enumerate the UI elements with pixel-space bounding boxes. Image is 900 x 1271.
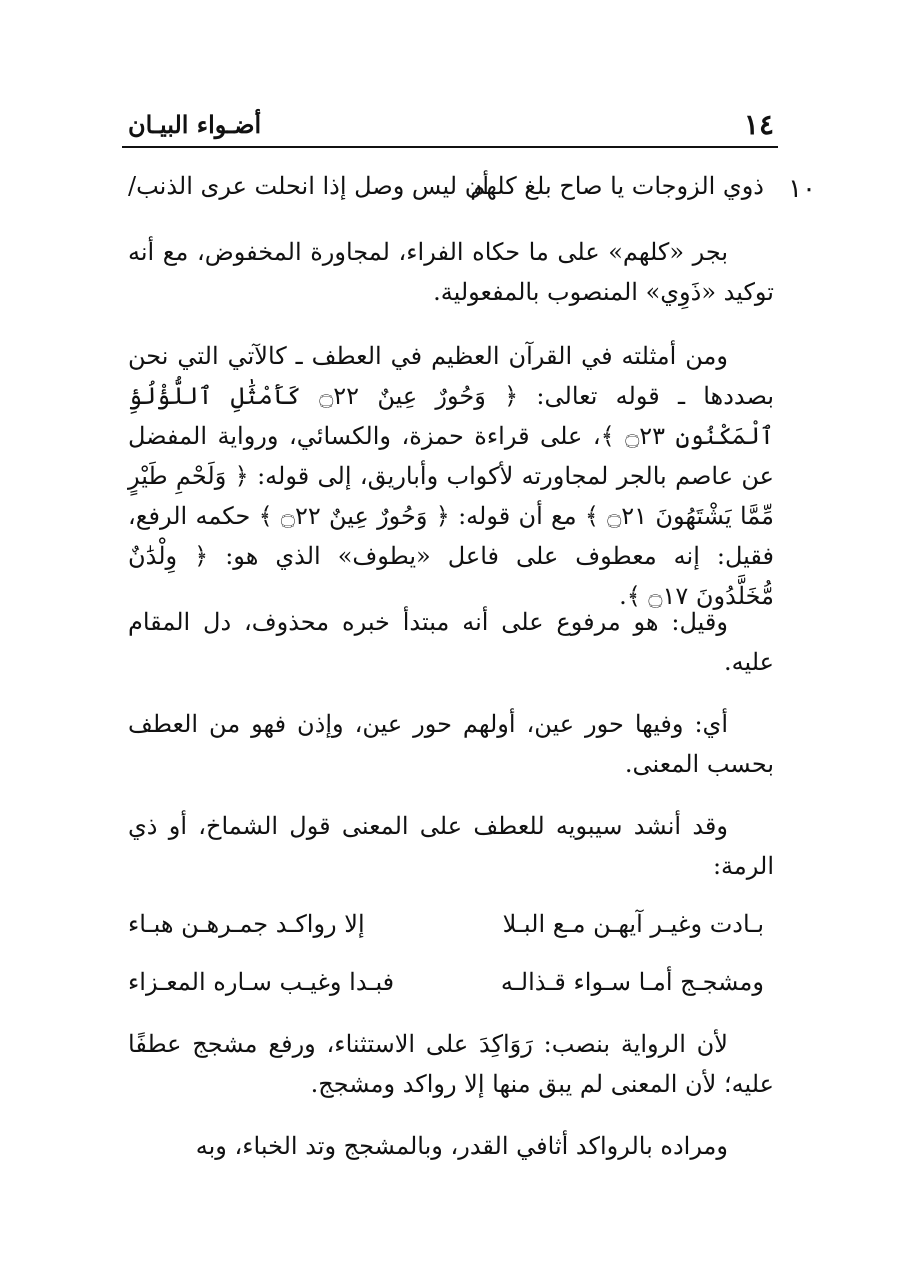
paragraph	[128, 1024, 774, 1104]
paragraph-text: أي: وفيها حور عين، أولهم حور عين، وإذن فهو من العطف بحسب المعنى.	[128, 710, 774, 778]
paragraph-text: مع أن قوله:	[449, 502, 585, 530]
paragraph-text: ومن أمثلته في القرآن العظيم في العطف ـ كالآتي التي نحن بصددها ـ قوله تعالى:	[128, 342, 774, 410]
verse-second-hemistich: أن ليس وصل إذا انحلت عرى الذنب/	[128, 172, 489, 200]
quran-quote: ﴿ وَلَحْمِ طَيْرٍ مِّمَّا يَشْتَهُونَ ۝٢١ ﴾	[128, 462, 775, 530]
verse-first-hemistich: ومشجـج أمـا سـواء قـذالـه	[500, 968, 764, 996]
verse-second-hemistich: إلا رواكـد جمـرهـن هبـاء	[128, 910, 365, 938]
verse-second-hemistich: فبـدا وغيـب سـاره المعـزاء	[128, 968, 395, 996]
quran-quote: ﴿ وَحُورٌ عِينٌ ۝٢٢ كَأَمْثَٰلِ ٱللُّؤْلُؤِ ٱلْمَكْنُونِ ۝٢٣ ﴾	[128, 382, 774, 450]
paragraph-text: وقد أنشد سيبويه للعطف على المعنى قول الشماخ، أو ذي الرمة:	[128, 812, 774, 880]
paragraph-text: حكمه الرفع، فقيل: إنه معطوف على فاعل «يطوف» الذي هو:	[128, 502, 775, 570]
quran-word: رَوَاكِدَ	[478, 1030, 533, 1058]
paragraph-text: ومراده بالرواكد أثافي القدر، وبالمشجج وتد الخباء، وبه	[195, 1132, 728, 1160]
running-title: أضـواء البيـان	[128, 110, 262, 139]
paragraph	[128, 336, 774, 616]
poetry-verse	[128, 968, 764, 1012]
header-rule	[122, 146, 778, 148]
poetry-verse	[128, 910, 764, 954]
paragraph-text: وقيل: هو مرفوع على أنه مبتدأ خبره محذوف، دل المقام عليه.	[128, 608, 774, 676]
poetry-verse	[128, 172, 764, 216]
paragraph	[128, 232, 774, 312]
paragraph	[128, 602, 774, 682]
paragraph-text: لأن الرواية بنصب:	[532, 1030, 728, 1058]
paragraph	[128, 704, 774, 784]
margin-line-number: ١٠	[788, 174, 816, 204]
quran-quote: ﴿ وِلْدَٰنٌ مُّخَلَّدُونَ ۝١٧ ﴾	[128, 542, 774, 610]
quran-quote: ﴿ وَحُورٌ عِينٌ ۝٢٢ ﴾	[258, 502, 450, 530]
paragraph-text: على الاستثناء، ورفع مشجج عطفًا عليه؛ لأن المعنى لم يبق منها إلا رواكد ومشجج.	[128, 1030, 774, 1098]
paragraph-text: بجر «كلهم» على ما حكاه الفراء، لمجاورة المخفوض، مع أنه توكيد «ذَوِي» المنصوب بالمفعولية.	[128, 238, 774, 306]
verse-first-hemistich: بـادت وغيـر آيهـن مـع البـلا	[502, 910, 764, 938]
paragraph-text: ، على قراءة حمزة، والكسائي، ورواية المفضل عن عاصم بالجر لمجاورته لأكواب وأباريق، إلى قوله:	[128, 422, 774, 490]
verse-first-hemistich: ذوي الزوجات يا صاح بلغ كلهم	[470, 172, 764, 200]
paragraph-text: .	[619, 582, 627, 610]
paragraph	[128, 806, 774, 886]
paragraph	[128, 1126, 774, 1166]
page-number: ١٤	[743, 108, 774, 141]
